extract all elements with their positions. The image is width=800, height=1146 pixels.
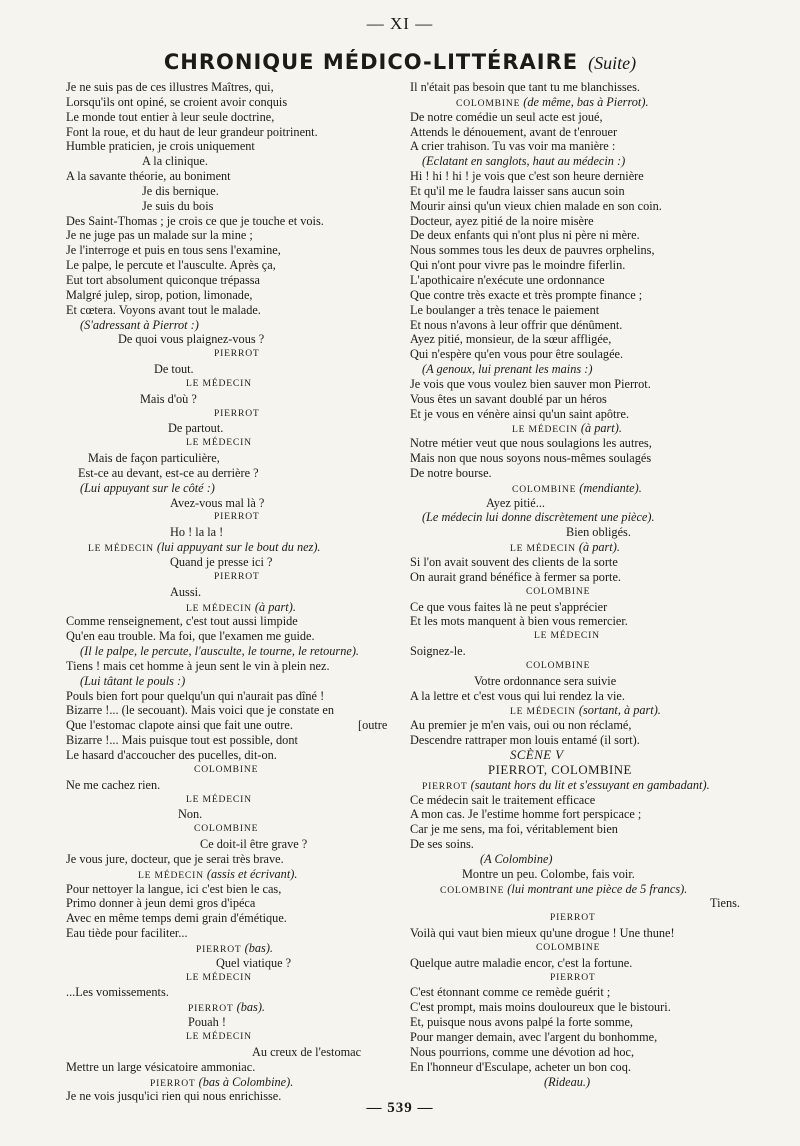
speaker-name-text: PIERROT [188, 1003, 234, 1015]
verse-line-text: Je vois que vous voulez bien sauver mon Pierrot. [410, 376, 651, 391]
verse-line [410, 466, 740, 481]
stage-direction: (assis et écrivant). [203, 866, 298, 881]
verse-line-text: Que l'estomac clapote ainsi que fait une outre. [66, 718, 293, 733]
verse-line-text: Montre un peu. Colombe, fais voir. [462, 866, 635, 881]
stage-direction [410, 852, 740, 867]
verse-line-text: Attends le dénouement, avant de t'enrouer [410, 124, 618, 139]
stage-direction [410, 362, 740, 377]
verse-line-text: Le boulanger a très tenace le paiement [410, 302, 600, 317]
verse-line [66, 689, 411, 704]
verse-line-text: Avec en même temps demi grain d'émétique. [66, 911, 287, 926]
verse-line [410, 169, 740, 184]
verse-line-text: L'apothicaire n'exécute une ordonnance [410, 272, 605, 287]
speaker-name-text: COLOMBINE [526, 585, 591, 597]
verse-line-text: Pouah ! [188, 1015, 226, 1030]
speaker-name-text: PIERROT [214, 511, 260, 523]
verse-line-text: Non. [178, 807, 203, 822]
speaker-name-text: PIERROT [214, 570, 260, 582]
verse-line [410, 80, 740, 95]
speaker-name-text: PIERROT [550, 971, 596, 983]
speaker-name [66, 347, 411, 362]
speaker-name [410, 95, 740, 110]
verse-line-text: Notre métier veut que nous soulagions les autres, [410, 436, 652, 451]
verse-line-text: Nous pourrions, comme une dévotion ad hoc, [410, 1044, 635, 1059]
verse-line-text: Je ne juge pas un malade sur la mine ; [66, 228, 253, 243]
verse-line [66, 659, 411, 674]
verse-line [410, 733, 740, 748]
stage-direction: (lui appuyant sur le bout du nez). [153, 540, 321, 555]
verse-line [410, 243, 740, 258]
stage-direction-text: (Le médecin lui donne discrètement une pièce). [422, 510, 655, 525]
stage-direction: (sautant hors du lit et s'essuyant en gambadant). [467, 777, 710, 792]
verse-line [410, 199, 740, 214]
verse-line-text: Et je vous en vénère ainsi qu'un saint apôtre. [410, 406, 630, 421]
verse-line [410, 926, 740, 941]
verse-line-text: Ce médecin sait le traitement efficace [410, 792, 596, 807]
verse-line [410, 332, 740, 347]
verse-line-text: Qui n'espère qu'en vous pour être soulagée. [410, 347, 624, 362]
verse-line-text: De tout. [154, 362, 194, 377]
speaker-name-text: LE MÉDECIN [510, 543, 576, 555]
speaker-name [66, 540, 411, 555]
verse-line [66, 1045, 411, 1060]
verse-line-text: De quoi vous plaignez-vous ? [118, 332, 265, 347]
speaker-name-text: LE MÉDECIN [88, 543, 154, 555]
speaker-name-text: LE MÉDECIN [186, 971, 252, 983]
verse-line [410, 896, 740, 911]
title-main: CHRONIQUE MÉDICO-LITTÉRAIRE [163, 50, 579, 74]
speaker-name-text: PIERROT [422, 780, 468, 792]
verse-line [410, 110, 740, 125]
speaker-name [66, 436, 411, 451]
verse-line [410, 1015, 740, 1030]
stage-direction: (de même, bas à Pierrot). [520, 94, 649, 109]
speaker-name-text: COLOMBINE [194, 763, 259, 775]
verse-line [66, 882, 411, 897]
verse-line-text: Mais non que nous soyons nous-mêmes soulagés [410, 451, 652, 466]
stage-direction [410, 1075, 740, 1090]
verse-line [66, 228, 411, 243]
verse-line [66, 807, 411, 822]
verse-line [410, 837, 740, 852]
speaker-name-text: LE MÉDECIN [186, 377, 252, 389]
verse-line [66, 110, 411, 125]
verse-line-text: De partout. [168, 421, 224, 436]
stage-direction: (lui montrant une pièce de 5 francs). [504, 881, 688, 896]
verse-line-text: Mettre un large vésicatoire ammoniac. [66, 1059, 256, 1074]
speaker-name [410, 778, 740, 793]
verse-line [66, 985, 411, 1000]
verse-line-text: Quel viatique ? [216, 955, 292, 970]
scene-heading-text: SCÈNE V [510, 747, 564, 762]
verse-line-text: Soignez-le. [410, 644, 466, 659]
speaker-name [410, 629, 740, 644]
verse-line-text: Voilà qui vaut bien mieux qu'une drogue ! Une thune! [410, 926, 675, 941]
speaker-name [410, 421, 740, 436]
verse-line-text: Et, puisque nous avons palpé la forte somme, [410, 1015, 634, 1030]
stage-direction [66, 318, 411, 333]
verse-line [66, 362, 411, 377]
speaker-name [410, 481, 740, 496]
page-number: — 539 — [366, 1100, 434, 1116]
verse-line [66, 852, 411, 867]
verse-line [66, 629, 411, 644]
verse-line [410, 956, 740, 971]
verse-line [66, 451, 411, 466]
verse-line-text: Que contre très exacte et très prompte finance ; [410, 287, 643, 302]
speaker-name-text: PIERROT [150, 1077, 196, 1089]
verse-line [66, 154, 411, 169]
verse-line-text: Eut tort absolument quiconque trépassa [66, 272, 260, 287]
verse-line-text: Tiens. [710, 896, 740, 911]
verse-line [410, 674, 740, 689]
verse-line-text: C'est étonnant comme ce remède guérit ; [410, 985, 611, 1000]
verse-line [410, 867, 740, 882]
verse-line-text: C'est prompt, mais moins douloureux que le bistouri. [410, 1000, 671, 1015]
verse-line-text: Tiens ! mais cet homme à jeun sent le vin à plein nez. [66, 658, 330, 673]
verse-line-text: Mais d'où ? [140, 391, 197, 406]
verse-line [66, 199, 411, 214]
verse-line-text: De deux enfants qui n'ont plus ni père ni mère. [410, 228, 640, 243]
verse-line [66, 956, 411, 971]
verse-line-text: Font la roue, et du haut de leur grandeur poitrinent. [66, 124, 318, 139]
verse-line [410, 436, 740, 451]
verse-line [66, 80, 411, 95]
verse-line-text: Pour manger demain, avec l'argent du bonhomme, [410, 1030, 658, 1044]
verse-line-text: Et les mots manquent à bien vous remercier. [410, 614, 628, 629]
verse-line [66, 169, 411, 184]
stage-direction-text: (Rideau.) [544, 1074, 591, 1089]
verse-line [66, 614, 411, 629]
speaker-name [66, 1000, 411, 1015]
stage-direction: (mendiante). [576, 480, 642, 495]
scene-characters-text: PIERROT, COLOMBINE [488, 762, 632, 777]
speaker-name-text: LE MÉDECIN [186, 1031, 252, 1042]
page-header: — XI — [366, 14, 434, 33]
speaker-name [410, 882, 740, 897]
verse-line [66, 585, 411, 600]
verse-line-text: A la clinique. [142, 154, 208, 169]
speaker-name [66, 941, 411, 956]
speaker-name [66, 971, 411, 986]
verse-line-text: Au premier je m'en vais, oui ou non réclamé, [410, 718, 632, 733]
stage-direction [66, 674, 411, 689]
verse-line [410, 496, 740, 511]
verse-line-text: En l'honneur d'Esculape, acheter un bon coq. [410, 1059, 631, 1074]
speaker-name-text: COLOMBINE [194, 823, 259, 835]
verse-line [410, 600, 740, 615]
speaker-name-text: LE MÉDECIN [186, 602, 252, 614]
speaker-name-text: COLOMBINE [536, 941, 601, 953]
verse-line [410, 1045, 740, 1060]
verse-line-text: Au creux de l'estomac [252, 1044, 362, 1059]
verse-line [66, 466, 411, 481]
stage-direction [410, 154, 740, 169]
verse-line [410, 718, 740, 733]
speaker-name [410, 659, 740, 674]
speaker-name [66, 867, 411, 882]
speaker-name [410, 941, 740, 956]
stage-direction [66, 644, 411, 659]
verse-line [66, 258, 411, 273]
stage-direction: (bas à Colombine). [195, 1074, 294, 1089]
verse-line [66, 911, 411, 926]
verse-line-text: Descendre rattraper mon louis entamé (il sort). [410, 733, 640, 748]
verse-line-text: Est-ce au devant, est-ce au derrière ? [78, 465, 259, 480]
verse-line [410, 184, 740, 199]
stage-direction: (à part). [251, 599, 296, 614]
verse-line-text: Lorsqu'ils ont opiné, se croient avoir conquis [66, 94, 288, 109]
speaker-name-text: LE MÉDECIN [510, 706, 576, 718]
stage-direction: (sortant, à part). [575, 703, 661, 718]
verse-line-text: Le monde tout entier à leur seule doctrine, [66, 109, 275, 124]
verse-line [410, 228, 740, 243]
speaker-name-text: COLOMBINE [456, 97, 521, 109]
verse-line-text: Votre ordonnance sera suivie [474, 673, 617, 688]
speaker-name [66, 763, 411, 778]
verse-line-text: Ne me cachez rien. [66, 777, 161, 792]
verse-line [66, 332, 411, 347]
stage-direction: (à part). [575, 540, 620, 555]
speaker-name [66, 510, 411, 525]
verse-line-text: Et nous n'avons à leur offrir que dénûment. [410, 317, 623, 332]
verse-line [410, 347, 740, 362]
stage-direction [410, 510, 740, 525]
speaker-name [66, 407, 411, 422]
verse-line-text: A mon cas. Je l'estime homme fort perspicace ; [410, 807, 642, 822]
verse-line-text: A crier trahison. Tu vas voir ma manière : [410, 139, 616, 154]
verse-line-text: Je ne suis pas de ces illustres Maîtres, qui, [66, 80, 274, 94]
verse-line-text: Qu'en eau trouble. Ma foi, que l'examen me guide. [66, 629, 315, 644]
verse-line [410, 614, 740, 629]
speaker-name [66, 570, 411, 585]
verse-line [410, 273, 740, 288]
verse-line-text: Hi ! hi ! hi ! je vois que c'est son heure dernière [410, 169, 644, 184]
verse-line [66, 214, 411, 229]
verse-line [410, 1030, 740, 1045]
verse-line-text: A la savante théorie, au boniment [66, 169, 231, 184]
speaker-name-text: LE MÉDECIN [186, 437, 252, 449]
verse-line [410, 214, 740, 229]
speaker-name [66, 1075, 411, 1090]
verse-line [66, 733, 411, 748]
verse-line [410, 1060, 740, 1075]
verse-line-text: Ayez pitié, monsieur, de la sœur affligée, [410, 332, 612, 347]
speaker-name [410, 971, 740, 986]
verse-line-text: Mourir ainsi qu'un vieux chien malade en son coin. [410, 198, 662, 213]
verse-line [66, 555, 411, 570]
verse-line-text: Bien obligés. [566, 525, 631, 540]
verse-line-text: Le palpe, le percute et l'ausculte. Après ça, [66, 258, 276, 273]
verse-line-text: De notre bourse. [410, 465, 492, 480]
verse-line [410, 258, 740, 273]
verse-line-text: Ho ! la la ! [170, 525, 224, 540]
verse-line-text: Si l'on avait souvent des clients de la sorte [410, 555, 618, 569]
speaker-name [66, 377, 411, 392]
verse-line-text: On aurait grand bénéfice à fermer sa porte. [410, 569, 621, 584]
verse-line-text: Je l'interroge et puis en tous sens l'examine, [66, 243, 281, 258]
verse-line-text: Ce que vous faites là ne peut s'apprécier [410, 599, 608, 614]
right-column [410, 80, 740, 1089]
verse-line-text: Aussi. [170, 584, 202, 599]
stage-direction: (bas). [241, 940, 273, 955]
verse-line-text: De notre comédie un seul acte est joué, [410, 109, 603, 124]
verse-line [410, 985, 740, 1000]
title-suite: (Suite) [588, 53, 637, 73]
verse-line [410, 807, 740, 822]
verse-line-text: Je suis du bois [142, 198, 214, 213]
verse-line [66, 718, 411, 733]
verse-line-text: Bizarre !... Mais puisque tout est possible, dont [66, 733, 298, 748]
verse-line [66, 1015, 411, 1030]
speaker-name-text: LE MÉDECIN [534, 630, 600, 642]
verse-line-text: Avez-vous mal là ? [170, 495, 265, 510]
speaker-name [66, 822, 411, 837]
verse-line [410, 125, 740, 140]
verse-line [66, 273, 411, 288]
verse-line-text: Car je me sens, ma foi, véritablement bien [410, 822, 618, 837]
scene-heading [410, 748, 740, 763]
speaker-name [66, 1030, 411, 1045]
speaker-name [410, 703, 740, 718]
stage-direction-text: (Lui appuyant sur le côté :) [80, 480, 215, 495]
stage-direction: (à part). [577, 421, 622, 436]
verse-line [66, 421, 411, 436]
verse-line [410, 392, 740, 407]
verse-line [410, 644, 740, 659]
verse-line [66, 95, 411, 110]
speaker-name [410, 911, 740, 926]
verse-line [410, 451, 740, 466]
verse-line [410, 377, 740, 392]
speaker-name-text: COLOMBINE [526, 659, 591, 671]
stage-direction-text: (S'adressant à Pierrot :) [80, 317, 199, 332]
verse-line-text: Je vous jure, docteur, que je serai très brave. [66, 851, 284, 866]
verse-line [410, 525, 740, 540]
verse-line [410, 288, 740, 303]
verse-line [410, 407, 740, 422]
line-tail: [outre [358, 718, 388, 733]
stage-direction-text: (A Colombine) [480, 851, 553, 866]
stage-direction-text: (Eclatant en sanglots, haut au médecin :) [422, 154, 626, 169]
verse-line [410, 689, 740, 704]
verse-line [410, 1000, 740, 1015]
verse-line-text: Docteur, ayez pitié de la noire misère [410, 213, 594, 228]
verse-line-text: Vous êtes un savant doublé par un héros [410, 391, 607, 406]
verse-line-text: Ce doit-il être grave ? [200, 837, 308, 852]
verse-line [410, 139, 740, 154]
left-column [66, 80, 411, 1104]
verse-line [66, 1060, 411, 1075]
verse-line-text: Et qu'il me le faudra laisser sans aucun soin [410, 183, 625, 198]
verse-line [66, 926, 411, 941]
verse-line [410, 303, 740, 318]
verse-line-text: Mais de façon particulière, [88, 451, 220, 466]
verse-line-text: Malgré julep, sirop, potion, limonade, [66, 287, 253, 302]
stage-direction-text: (Il le palpe, le percute, l'ausculte, le tourne, le retourne). [80, 644, 359, 659]
verse-line [66, 748, 411, 763]
scene-characters [410, 763, 740, 778]
verse-line [66, 496, 411, 511]
speaker-name-text: COLOMBINE [440, 884, 505, 896]
verse-line-text: A la lettre et c'est vous qui lui rendez la vie. [410, 688, 625, 703]
speaker-name-text: PIERROT [214, 407, 260, 419]
stage-direction-text: (Lui tâtant le pouls :) [80, 673, 186, 688]
speaker-name-text: PIERROT [214, 348, 260, 360]
verse-line-text: Ayez pitié... [486, 495, 545, 510]
verse-line [410, 570, 740, 585]
verse-line [66, 303, 411, 318]
verse-line-text: Je ne vois jusqu'ici rien qui nous enrichisse. [66, 1089, 282, 1104]
verse-line [66, 703, 411, 718]
verse-line [66, 392, 411, 407]
verse-line-text: Des Saint-Thomas ; je crois ce que je touche et vois. [66, 213, 324, 228]
verse-line-text: Pour nettoyer la langue, ici c'est bien le cas, [66, 881, 282, 896]
verse-line [410, 822, 740, 837]
verse-line [66, 525, 411, 540]
speaker-name-text: LE MÉDECIN [138, 869, 204, 881]
speaker-name-text: LE MÉDECIN [186, 793, 252, 805]
verse-line-text: Je dis bernique. [142, 183, 219, 198]
verse-line-text: Eau tiède pour faciliter... [66, 926, 188, 941]
verse-line-text: Nous sommes tous les deux de pauvres orphelins, [410, 243, 655, 258]
speaker-name [66, 600, 411, 615]
verse-line-text: Et cœtera. Voyons avant tout le malade. [66, 302, 261, 317]
verse-line [66, 896, 411, 911]
verse-line [410, 318, 740, 333]
speaker-name [410, 540, 740, 555]
verse-line-text: Humble praticien, je crois uniquement [66, 139, 255, 154]
stage-direction: (bas). [233, 1000, 265, 1015]
verse-line-text: De ses soins. [410, 837, 474, 852]
verse-line [66, 288, 411, 303]
stage-direction-text: (A genoux, lui prenant les mains :) [422, 362, 593, 377]
verse-line-text: Quelque autre maladie encor, c'est la fortune. [410, 955, 633, 970]
speaker-name-text: LE MÉDECIN [512, 424, 578, 436]
verse-line-text: Il n'était pas besoin que tant tu me blanchisses. [410, 80, 640, 94]
speaker-name-text: PIERROT [196, 943, 242, 955]
verse-line-text: ...Les vomissements. [66, 985, 169, 1000]
verse-line-text: Comme renseignement, c'est tout aussi limpide [66, 614, 298, 629]
verse-line [66, 139, 411, 154]
speaker-name [410, 585, 740, 600]
verse-line [66, 243, 411, 258]
speaker-name [66, 793, 411, 808]
verse-line-text: Quand je presse ici ? [170, 555, 273, 569]
verse-line-text: Qui n'ont pour vivre pas le moindre fiferlin. [410, 258, 626, 273]
verse-line-text: Pouls bien fort pour quelqu'un qui n'aurait pas dîné ! [66, 688, 325, 703]
verse-line [66, 837, 411, 852]
speaker-name-text: PIERROT [550, 912, 596, 924]
speaker-name-text: COLOMBINE [512, 483, 577, 495]
verse-line [66, 778, 411, 793]
verse-line [66, 184, 411, 199]
verse-line [410, 555, 740, 570]
stage-direction [66, 481, 411, 496]
verse-line [410, 793, 740, 808]
verse-line-text: Primo donner à jeun demi gros d'ipéca [66, 896, 256, 911]
verse-line-text: Bizarre !... (le secouant). Mais voici que je constate en [66, 703, 335, 718]
verse-line-text: Le hasard d'accoucher des pucelles, dit-on. [66, 747, 277, 762]
article-title [0, 50, 800, 74]
verse-line [66, 125, 411, 140]
